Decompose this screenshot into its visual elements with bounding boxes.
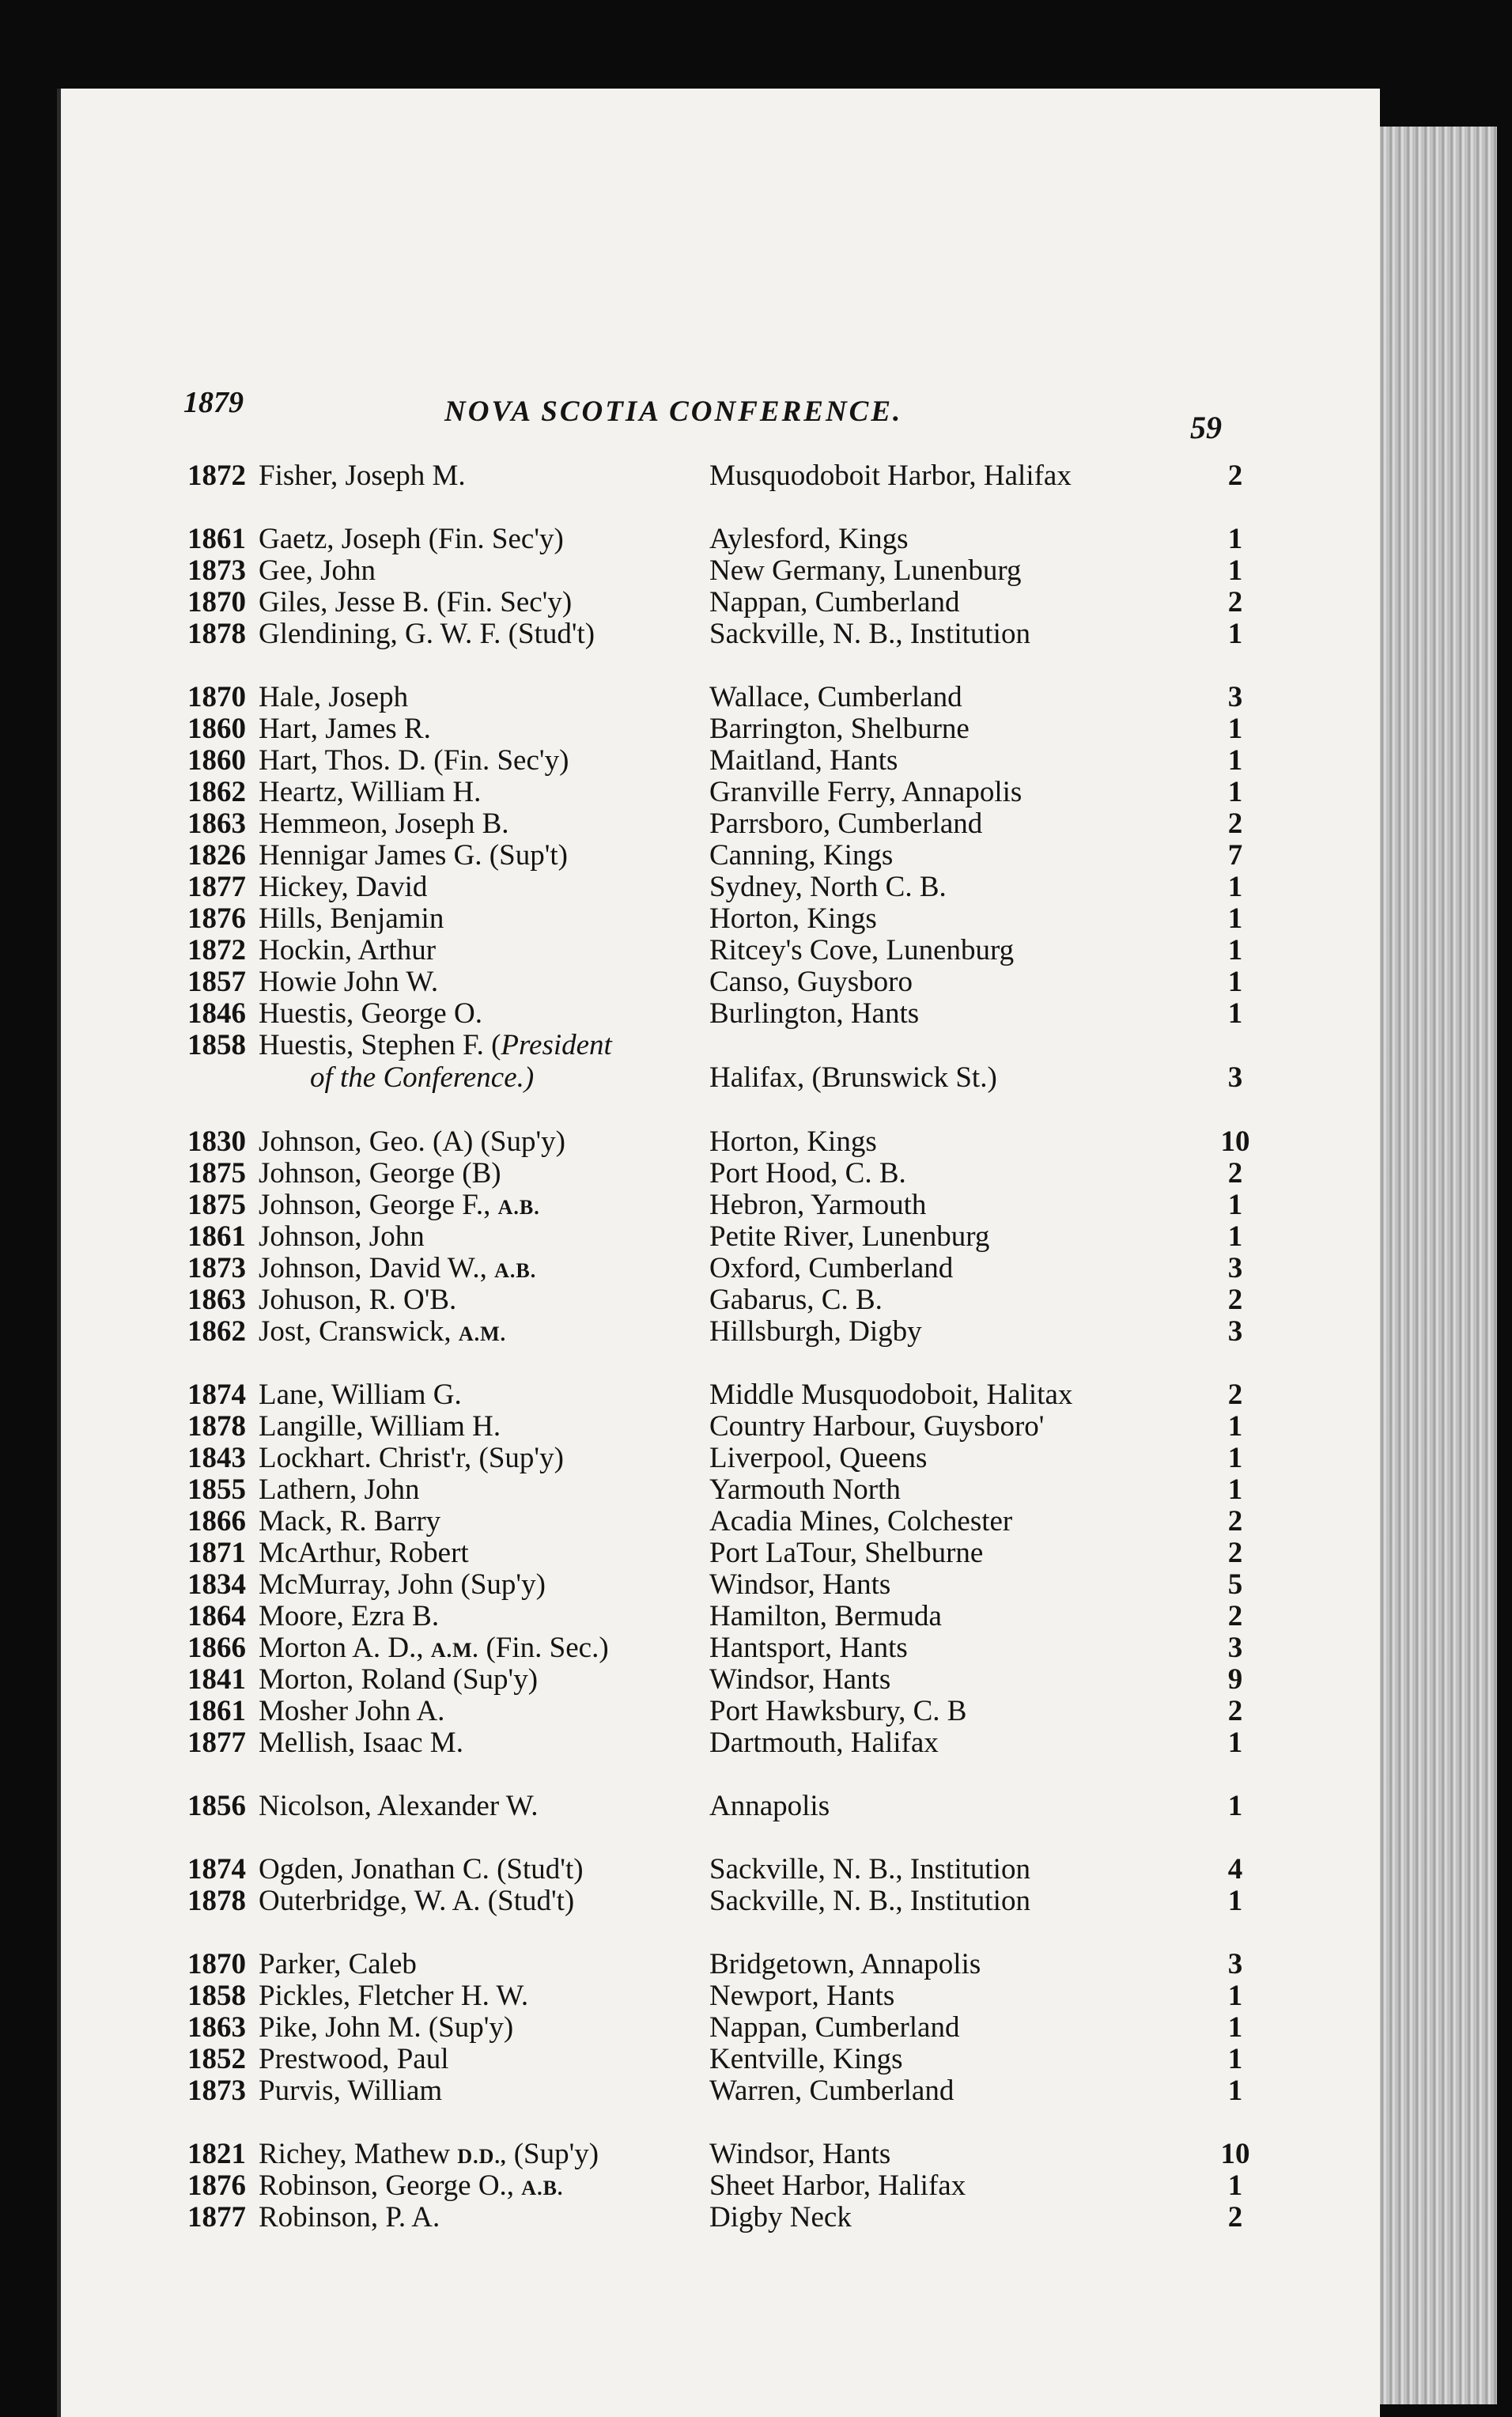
years-count: 3 xyxy=(1227,1061,1243,1094)
circuit-place: Yarmouth North xyxy=(709,1473,901,1506)
circuit-place: Barrington, Shelburne xyxy=(709,713,970,745)
years-count: 1 xyxy=(1227,744,1243,777)
circuit-place: New Germany, Lunenburg xyxy=(709,554,1022,587)
minister-name: Gee, John xyxy=(259,554,376,587)
years-count: 1 xyxy=(1227,2075,1243,2107)
list-item xyxy=(61,1190,1380,1221)
minister-name: Mack, R. Barry xyxy=(259,1505,441,1538)
minister-name: Hickey, David xyxy=(259,871,428,903)
header-year: 1879 xyxy=(183,386,244,419)
entry-year: 1852 xyxy=(187,2043,246,2075)
minister-name: Johnson, George (B) xyxy=(259,1157,501,1190)
circuit-place: Port Hood, C. B. xyxy=(709,1157,906,1190)
list-item-continuation xyxy=(61,1061,1380,1095)
list-item xyxy=(61,903,1380,935)
circuit-place: Acadia Mines, Colchester xyxy=(709,1505,1013,1538)
entry-year: 1861 xyxy=(187,1220,246,1253)
page-number: 59 xyxy=(1190,410,1222,445)
circuit-place: Hillsburgh, Digby xyxy=(709,1315,922,1348)
years-count: 1 xyxy=(1227,1220,1243,1253)
list-item xyxy=(61,1569,1380,1601)
years-count: 3 xyxy=(1227,1252,1243,1284)
years-count: 1 xyxy=(1227,902,1243,935)
circuit-place: Country Harbour, Guysboro' xyxy=(709,1410,1045,1443)
list-item xyxy=(61,1379,1380,1411)
list-item xyxy=(61,935,1380,966)
entry-year: 1862 xyxy=(187,776,246,808)
years-count: 1 xyxy=(1227,966,1243,998)
entry-year: 1877 xyxy=(187,871,246,903)
years-count: 1 xyxy=(1227,776,1243,808)
years-count: 1 xyxy=(1227,1410,1243,1443)
years-count: 2 xyxy=(1227,460,1243,492)
minister-name-continued: of the Conference.) xyxy=(310,1061,535,1094)
circuit-place: Nappan, Cumberland xyxy=(709,2011,960,2044)
list-item xyxy=(61,2170,1380,2202)
entry-year: 1841 xyxy=(187,1663,246,1696)
entry-year: 1863 xyxy=(187,2011,246,2044)
circuit-place: Annapolis xyxy=(709,1790,830,1822)
list-item xyxy=(61,618,1380,650)
list-item xyxy=(61,1886,1380,1917)
entry-year: 1860 xyxy=(187,744,246,777)
minister-list xyxy=(61,460,1380,2234)
entry-year: 1870 xyxy=(187,681,246,713)
circuit-place: Sydney, North C. B. xyxy=(709,871,947,903)
circuit-place: Windsor, Hants xyxy=(709,2138,891,2170)
minister-name: Johnson, David W., A.B. xyxy=(259,1252,537,1284)
list-item xyxy=(61,1538,1380,1569)
minister-name: Hockin, Arthur xyxy=(259,934,437,966)
years-count: 2 xyxy=(1227,808,1243,840)
list-item xyxy=(61,1854,1380,1886)
entry-year: 1860 xyxy=(187,713,246,745)
minister-name: Prestwood, Paul xyxy=(259,2043,449,2075)
minister-name: Hart, James R. xyxy=(259,713,431,745)
entry-year: 1870 xyxy=(187,586,246,618)
minister-name: Robinson, George O., A.B. xyxy=(259,2169,564,2202)
circuit-place: Petite River, Lunenburg xyxy=(709,1220,990,1253)
circuit-place: Middle Musquodoboit, Halitax xyxy=(709,1379,1073,1411)
entry-year: 1875 xyxy=(187,1157,246,1190)
degree-abbrev: A.B. xyxy=(494,1259,537,1282)
minister-name: Hennigar James G. (Sup't) xyxy=(259,839,568,872)
entry-year: 1878 xyxy=(187,1410,246,1443)
entry-year: 1876 xyxy=(187,902,246,935)
list-item xyxy=(61,840,1380,872)
years-count: 2 xyxy=(1227,586,1243,618)
minister-name: Nicolson, Alexander W. xyxy=(259,1790,539,1822)
circuit-place: Windsor, Hants xyxy=(709,1663,891,1696)
circuit-place: Burlington, Hants xyxy=(709,997,920,1030)
years-count: 1 xyxy=(1227,997,1243,1030)
circuit-place: Warren, Cumberland xyxy=(709,2075,954,2107)
years-count: 10 xyxy=(1220,1125,1250,1158)
minister-name: Giles, Jesse B. (Fin. Sec'y) xyxy=(259,586,573,618)
years-count: 1 xyxy=(1227,1885,1243,1917)
years-count: 1 xyxy=(1227,1473,1243,1506)
years-count: 1 xyxy=(1227,1442,1243,1474)
circuit-place: Halifax, (Brunswick St.) xyxy=(709,1061,997,1094)
entry-year: 1871 xyxy=(187,1537,246,1569)
circuit-place: Liverpool, Queens xyxy=(709,1442,928,1474)
years-count: 1 xyxy=(1227,618,1243,650)
circuit-place: Musquodoboit Harbor, Halifax xyxy=(709,460,1072,492)
entry-year: 1866 xyxy=(187,1632,246,1664)
degree-abbrev: A.B. xyxy=(497,1196,540,1219)
minister-name: Hale, Joseph xyxy=(259,681,409,713)
list-item xyxy=(61,1284,1380,1316)
entry-year: 1873 xyxy=(187,554,246,587)
minister-name: McMurray, John (Sup'y) xyxy=(259,1568,546,1601)
years-count: 2 xyxy=(1227,2201,1243,2234)
years-count: 1 xyxy=(1227,1727,1243,1759)
circuit-place: Granville Ferry, Annapolis xyxy=(709,776,1022,808)
minister-name: Moore, Ezra B. xyxy=(259,1600,440,1632)
entry-year: 1863 xyxy=(187,808,246,840)
list-item xyxy=(61,1253,1380,1284)
minister-name: Outerbridge, W. A. (Stud't) xyxy=(259,1885,575,1917)
list-item xyxy=(61,1980,1380,2012)
entry-year: 1834 xyxy=(187,1568,246,1601)
circuit-place: Parrsboro, Cumberland xyxy=(709,808,983,840)
list-item xyxy=(61,998,1380,1030)
list-item xyxy=(61,1030,1380,1061)
entry-year: 1821 xyxy=(187,2138,246,2170)
entry-year: 1846 xyxy=(187,997,246,1030)
circuit-place: Sackville, N. B., Institution xyxy=(709,618,1030,650)
circuit-place: Bridgetown, Annapolis xyxy=(709,1948,981,1980)
entry-year: 1872 xyxy=(187,934,246,966)
minister-name: Lane, William G. xyxy=(259,1379,462,1411)
entry-year: 1872 xyxy=(187,460,246,492)
list-item xyxy=(61,1316,1380,1348)
years-count: 1 xyxy=(1227,713,1243,745)
entry-year: 1877 xyxy=(187,1727,246,1759)
circuit-place: Oxford, Cumberland xyxy=(709,1252,954,1284)
minister-name: Morton, Roland (Sup'y) xyxy=(259,1663,539,1696)
circuit-place: Sheet Harbor, Halifax xyxy=(709,2169,966,2202)
list-item xyxy=(61,1949,1380,1980)
minister-name: Fisher, Joseph M. xyxy=(259,460,466,492)
page-sheet xyxy=(57,89,1380,2417)
minister-name: Pike, John M. (Sup'y) xyxy=(259,2011,514,2044)
minister-name: Langille, William H. xyxy=(259,1410,501,1443)
entry-year: 1856 xyxy=(187,1790,246,1822)
list-item xyxy=(61,777,1380,808)
list-item xyxy=(61,1506,1380,1538)
entry-year: 1873 xyxy=(187,1252,246,1284)
entry-year: 1873 xyxy=(187,2075,246,2107)
circuit-place: Dartmouth, Halifax xyxy=(709,1727,939,1759)
title-italic: President xyxy=(501,1029,612,1061)
entry-year: 1858 xyxy=(187,1029,246,1061)
entry-year: 1875 xyxy=(187,1189,246,1221)
list-item xyxy=(61,2202,1380,2234)
years-count: 5 xyxy=(1227,1568,1243,1601)
years-count: 3 xyxy=(1227,1315,1243,1348)
years-count: 7 xyxy=(1227,839,1243,872)
list-item xyxy=(61,872,1380,903)
entry-year: 1864 xyxy=(187,1600,246,1632)
entry-year: 1830 xyxy=(187,1125,246,1158)
list-item xyxy=(61,1443,1380,1474)
minister-name: Hart, Thos. D. (Fin. Sec'y) xyxy=(259,744,569,777)
years-count: 10 xyxy=(1220,2138,1250,2170)
degree-abbrev: D.D., xyxy=(457,2145,507,2168)
years-count: 1 xyxy=(1227,554,1243,587)
years-count: 3 xyxy=(1227,1632,1243,1664)
minister-name: McArthur, Robert xyxy=(259,1537,469,1569)
minister-name: Johnson, Geo. (A) (Sup'y) xyxy=(259,1125,565,1158)
years-count: 1 xyxy=(1227,523,1243,555)
circuit-place: Port LaTour, Shelburne xyxy=(709,1537,984,1569)
entry-year: 1874 xyxy=(187,1379,246,1411)
minister-name: Lathern, John xyxy=(259,1473,420,1506)
circuit-place: Canso, Guysboro xyxy=(709,966,913,998)
entry-year: 1876 xyxy=(187,2169,246,2202)
minister-name: Mosher John A. xyxy=(259,1695,445,1727)
entry-year: 1826 xyxy=(187,839,246,872)
years-count: 1 xyxy=(1227,2043,1243,2075)
circuit-place: Canning, Kings xyxy=(709,839,894,872)
minister-name: Huestis, George O. xyxy=(259,997,482,1030)
minister-name: Lockhart. Christ'r, (Sup'y) xyxy=(259,1442,564,1474)
entry-year: 1858 xyxy=(187,1980,246,2012)
years-count: 1 xyxy=(1227,934,1243,966)
circuit-place: Maitland, Hants xyxy=(709,744,898,777)
minister-name: Johuson, R. O'B. xyxy=(259,1284,457,1316)
list-item xyxy=(61,1221,1380,1253)
years-count: 2 xyxy=(1227,1600,1243,1632)
years-count: 1 xyxy=(1227,1980,1243,2012)
circuit-place: Sackville, N. B., Institution xyxy=(709,1853,1030,1886)
list-item xyxy=(61,1664,1380,1696)
entry-year: 1877 xyxy=(187,2201,246,2234)
minister-name: Hemmeon, Joseph B. xyxy=(259,808,509,840)
entry-year: 1878 xyxy=(187,1885,246,1917)
minister-name: Jost, Cranswick, A.M. xyxy=(259,1315,507,1348)
degree-abbrev: A.M. xyxy=(458,1322,507,1345)
circuit-place: Hamilton, Bermuda xyxy=(709,1600,942,1632)
entry-year: 1863 xyxy=(187,1284,246,1316)
entry-year: 1861 xyxy=(187,523,246,555)
entry-year: 1870 xyxy=(187,1948,246,1980)
minister-name: Huestis, Stephen F. (President xyxy=(259,1029,612,1061)
years-count: 2 xyxy=(1227,1284,1243,1316)
years-count: 4 xyxy=(1227,1853,1243,1886)
minister-name: Gaetz, Joseph (Fin. Sec'y) xyxy=(259,523,564,555)
list-item xyxy=(61,1474,1380,1506)
circuit-place: Gabarus, C. B. xyxy=(709,1284,883,1316)
years-count: 1 xyxy=(1227,2011,1243,2044)
years-count: 1 xyxy=(1227,1790,1243,1822)
list-item xyxy=(61,966,1380,998)
list-item xyxy=(61,587,1380,618)
degree-abbrev: A.B. xyxy=(521,2177,564,2200)
circuit-place: Horton, Kings xyxy=(709,902,877,935)
entry-year: 1843 xyxy=(187,1442,246,1474)
list-item xyxy=(61,1791,1380,1822)
circuit-place: Windsor, Hants xyxy=(709,1568,891,1601)
years-count: 1 xyxy=(1227,871,1243,903)
circuit-place: Nappan, Cumberland xyxy=(709,586,960,618)
list-item xyxy=(61,1411,1380,1443)
circuit-place: Hebron, Yarmouth xyxy=(709,1189,927,1221)
circuit-place: Kentville, Kings xyxy=(709,2043,903,2075)
minister-name: Robinson, P. A. xyxy=(259,2201,440,2234)
minister-name: Johnson, John xyxy=(259,1220,425,1253)
years-count: 2 xyxy=(1227,1379,1243,1411)
list-item xyxy=(61,2044,1380,2075)
circuit-place: Hantsport, Hants xyxy=(709,1632,908,1664)
years-count: 1 xyxy=(1227,1189,1243,1221)
minister-name: Glendining, G. W. F. (Stud't) xyxy=(259,618,595,650)
years-count: 2 xyxy=(1227,1537,1243,1569)
minister-name: Purvis, William xyxy=(259,2075,443,2107)
list-item xyxy=(61,1727,1380,1759)
list-item xyxy=(61,2012,1380,2044)
minister-name: Howie John W. xyxy=(259,966,439,998)
years-count: 2 xyxy=(1227,1505,1243,1538)
years-count: 2 xyxy=(1227,1157,1243,1190)
minister-name: Ogden, Jonathan C. (Stud't) xyxy=(259,1853,584,1886)
list-item xyxy=(61,808,1380,840)
page-header xyxy=(61,377,1380,445)
minister-name: Morton A. D., A.M. (Fin. Sec.) xyxy=(259,1632,609,1664)
entry-year: 1857 xyxy=(187,966,246,998)
entry-year: 1878 xyxy=(187,618,246,650)
entry-year: 1862 xyxy=(187,1315,246,1348)
minister-name: Mellish, Isaac M. xyxy=(259,1727,463,1759)
list-item xyxy=(61,1158,1380,1190)
circuit-place: Sackville, N. B., Institution xyxy=(709,1885,1030,1917)
circuit-place: Port Hawksbury, C. B xyxy=(709,1695,967,1727)
degree-abbrev: A.M. xyxy=(430,1639,479,1662)
minister-name: Parker, Caleb xyxy=(259,1948,417,1980)
list-item xyxy=(61,460,1380,492)
entry-year: 1874 xyxy=(187,1853,246,1886)
circuit-place: Digby Neck xyxy=(709,2201,852,2234)
minister-name: Heartz, William H. xyxy=(259,776,482,808)
years-count: 2 xyxy=(1227,1695,1243,1727)
entry-year: 1855 xyxy=(187,1473,246,1506)
minister-name: Richey, Mathew D.D., (Sup'y) xyxy=(259,2138,599,2170)
list-item xyxy=(61,713,1380,745)
list-item xyxy=(61,2075,1380,2107)
minister-name: Hills, Benjamin xyxy=(259,902,444,935)
minister-name: Johnson, George F., A.B. xyxy=(259,1189,540,1221)
list-item xyxy=(61,524,1380,555)
list-item xyxy=(61,682,1380,713)
list-item xyxy=(61,1632,1380,1664)
circuit-place: Wallace, Cumberland xyxy=(709,681,962,713)
minister-name: Pickles, Fletcher H. W. xyxy=(259,1980,529,2012)
list-item xyxy=(61,745,1380,777)
years-count: 3 xyxy=(1227,681,1243,713)
list-item xyxy=(61,1601,1380,1632)
entry-year: 1866 xyxy=(187,1505,246,1538)
circuit-place: Aylesford, Kings xyxy=(709,523,909,555)
years-count: 9 xyxy=(1227,1663,1243,1696)
entry-year: 1861 xyxy=(187,1695,246,1727)
header-title: NOVA SCOTIA CONFERENCE. xyxy=(444,395,903,428)
circuit-place: Ritcey's Cove, Lunenburg xyxy=(709,934,1015,966)
circuit-place: Horton, Kings xyxy=(709,1125,877,1158)
years-count: 1 xyxy=(1227,2169,1243,2202)
list-item xyxy=(61,1696,1380,1727)
years-count: 3 xyxy=(1227,1948,1243,1980)
list-item xyxy=(61,2139,1380,2170)
list-item xyxy=(61,555,1380,587)
circuit-place: Newport, Hants xyxy=(709,1980,895,2012)
book-page-edges xyxy=(1368,127,1497,2404)
list-item xyxy=(61,1126,1380,1158)
